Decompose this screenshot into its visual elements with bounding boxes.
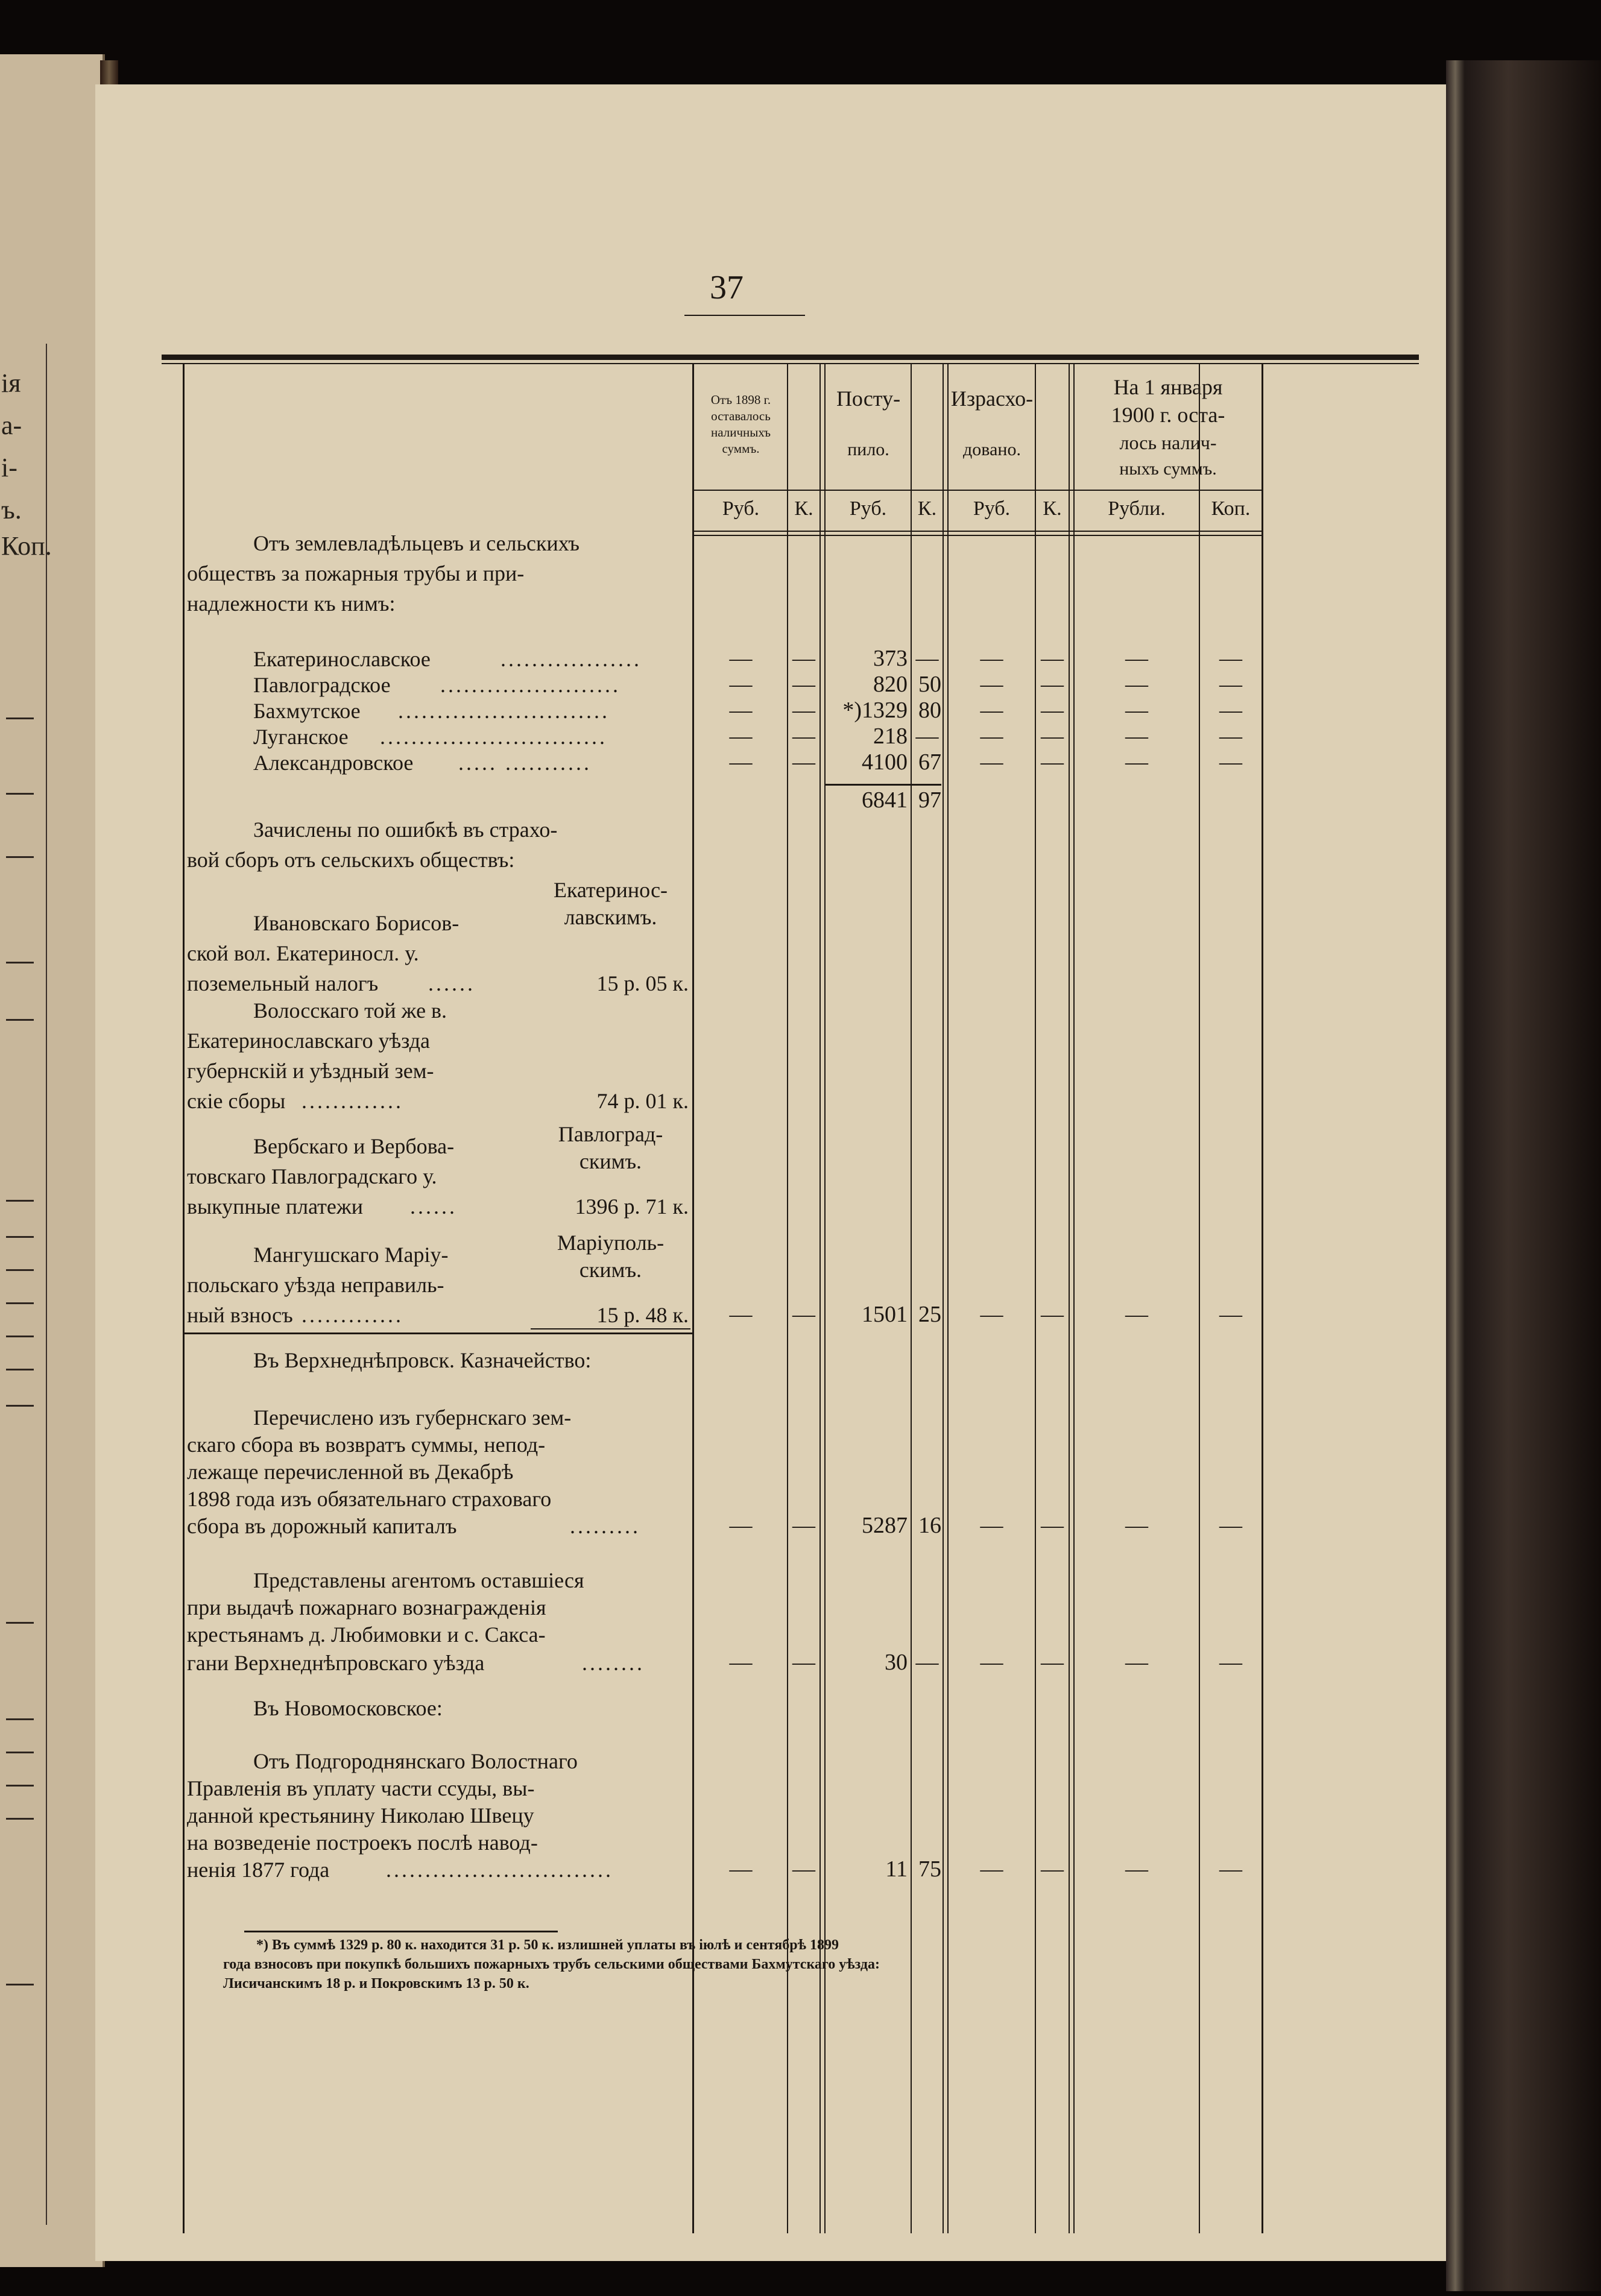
left-dash: [6, 793, 34, 795]
header-col1-line: оставалось: [711, 409, 771, 423]
empty-cell: —: [729, 646, 753, 671]
left-dash: [6, 1785, 34, 1787]
empty-cell: —: [1125, 749, 1148, 775]
leader-dots: .........: [570, 1514, 640, 1538]
header-col4-line: лось налич-: [1119, 432, 1217, 453]
empty-cell: —: [1125, 1856, 1148, 1882]
mangush-amount: 15 р. 48 к.: [596, 1303, 689, 1327]
leader-dots: ......: [410, 1194, 457, 1219]
column-rule: [1073, 364, 1075, 2233]
novomosk-line: Отъ Подгороднянскаго Волостнаго: [253, 1749, 578, 1773]
leader-dots: ......: [428, 971, 475, 995]
amount-underline: [531, 1328, 690, 1329]
unit-label: Руб.: [849, 497, 887, 520]
leader-dots: ..... ...........: [458, 751, 592, 775]
verkhnedn-line: сбора въ дорожный капиталъ: [187, 1514, 457, 1538]
leader-dots: .............: [302, 1303, 403, 1327]
received-kop: 25: [918, 1302, 941, 1327]
column-rule: [911, 364, 912, 2233]
empty-cell: —: [1125, 724, 1148, 749]
volossky-line: Екатеринославскаго уѣзда: [187, 1029, 431, 1053]
leader-dots: .............................: [386, 1858, 613, 1882]
empty-cell: —: [1041, 1513, 1064, 1538]
left-dash: [6, 1752, 34, 1753]
empty-cell: —: [1041, 1856, 1064, 1882]
empty-cell: —: [1125, 1650, 1148, 1675]
verkhnedn-line: Перечислено изъ губернскаго зем-: [253, 1405, 572, 1430]
empty-cell: —: [980, 1513, 1003, 1538]
empty-cell: —: [1041, 1650, 1064, 1675]
volossky-line: скіе сборы: [187, 1089, 286, 1113]
received-kop: —: [915, 1650, 939, 1675]
empty-cell: —: [1219, 1650, 1242, 1675]
verkhnedn-line: скаго сбора въ возвратъ суммы, непод-: [187, 1433, 546, 1457]
empty-cell: —: [1219, 724, 1242, 749]
leader-dots: .......................: [440, 673, 621, 697]
unit-label: Рубли.: [1108, 497, 1166, 520]
volossky-amount: 74 р. 01 к.: [596, 1089, 689, 1113]
empty-cell: —: [1041, 749, 1064, 775]
empty-cell: —: [1125, 1302, 1148, 1327]
received-rub: 30: [885, 1650, 908, 1675]
left-dash: [6, 1369, 34, 1370]
empty-cell: —: [1125, 1513, 1148, 1538]
received-rub: 820: [873, 672, 908, 697]
credited-title-line: вой сборъ отъ сельскихъ обществъ:: [187, 848, 515, 872]
left-dash: [6, 1718, 34, 1720]
empty-cell: —: [792, 749, 815, 775]
empty-cell: —: [1219, 672, 1242, 697]
empty-cell: —: [1041, 724, 1064, 749]
unit-label: К.: [917, 497, 937, 520]
empty-cell: —: [792, 646, 815, 671]
footnote-rule: [244, 1931, 558, 1932]
leader-dots: .............................: [380, 725, 607, 749]
empty-cell: —: [980, 1650, 1003, 1675]
mangush-line: польскаго уѣзда неправиль-: [187, 1273, 444, 1297]
empty-cell: —: [1219, 1302, 1242, 1327]
left-dash: [6, 1622, 34, 1624]
empty-cell: —: [1219, 1513, 1242, 1538]
header-col3-line: довано.: [963, 440, 1021, 459]
novomosk-line: Правленія въ уплату части ссуды, вы-: [187, 1776, 535, 1800]
top-rule: [162, 355, 1419, 360]
left-page-rule: [46, 344, 47, 2225]
empty-cell: —: [1041, 698, 1064, 723]
leader-dots: .............: [302, 1089, 403, 1113]
unit-label: Руб.: [973, 497, 1011, 520]
agent-line: Представлены агентомъ оставшіеся: [253, 1568, 584, 1592]
received-rub: *)1329: [842, 698, 908, 723]
empty-cell: —: [1219, 749, 1242, 775]
received-rub: 373: [873, 646, 908, 671]
leader-dots: ..................: [501, 647, 642, 671]
verbsky-amount: 1396 р. 71 к.: [575, 1194, 689, 1219]
header-col3-line: Израсхо-: [950, 386, 1034, 411]
received-kop: —: [915, 724, 939, 749]
left-dash: [6, 1019, 34, 1021]
received-kop: —: [915, 646, 939, 671]
header-rule: [693, 490, 1263, 491]
empty-cell: —: [792, 1650, 815, 1675]
mangush-side: Маріуполь-: [557, 1231, 665, 1255]
header-col4-line: 1900 г. оста-: [1111, 403, 1225, 427]
left-dash: [6, 856, 34, 858]
left-fragment: ъ.: [1, 495, 22, 525]
received-rub: 1501: [862, 1302, 908, 1327]
empty-cell: —: [1219, 698, 1242, 723]
novomosk-line: ненія 1877 года: [187, 1858, 330, 1882]
verbsky-line: выкупные платежи: [187, 1194, 363, 1219]
unit-label: Коп.: [1211, 497, 1251, 520]
empty-cell: —: [980, 698, 1003, 723]
subtotal-rule: [826, 784, 941, 786]
top-rule-thin: [162, 363, 1419, 364]
novomosk-line: на возведеніе построекъ послѣ навод-: [187, 1831, 538, 1855]
empty-cell: —: [1041, 1302, 1064, 1327]
column-rule: [1199, 364, 1200, 2233]
header-col1-line: Отъ 1898 г.: [710, 393, 771, 407]
header-col4-line: ныхъ суммъ.: [1119, 459, 1217, 479]
empty-cell: —: [729, 1856, 753, 1882]
unit-label: Руб.: [722, 497, 760, 520]
verbsky-line: товскаго Павлоградскаго у.: [187, 1164, 437, 1188]
left-fragment: Коп.: [1, 531, 52, 561]
received-rub: 11: [885, 1856, 908, 1882]
received-rub: 4100: [862, 749, 908, 775]
header-col2-line: пило.: [847, 440, 889, 459]
empty-cell: —: [980, 672, 1003, 697]
empty-cell: —: [1041, 646, 1064, 671]
empty-cell: —: [729, 1650, 753, 1675]
verbsky-side: Павлоград-: [558, 1122, 663, 1146]
column-rule: [943, 364, 944, 2233]
table-left-border: [183, 364, 185, 2233]
left-fragment: а-: [1, 411, 22, 440]
empty-cell: —: [792, 672, 815, 697]
empty-cell: —: [1041, 672, 1064, 697]
intro-line: Отъ землевладѣльцевъ и сельскихъ: [253, 531, 579, 555]
unit-label: К.: [794, 497, 813, 520]
empty-cell: —: [792, 1302, 815, 1327]
ivanovsky-line: Ивановскаго Борисов-: [253, 911, 459, 935]
empty-cell: —: [729, 749, 753, 775]
district-name: Павлоградское: [253, 673, 391, 697]
mangush-line: Мангушскаго Маріу-: [253, 1243, 449, 1267]
left-dash: [6, 1269, 34, 1271]
verkhnedn-title: Въ Верхнеднѣпровск. Казначейство:: [253, 1348, 592, 1372]
empty-cell: —: [1125, 672, 1148, 697]
verbsky-line: Вербскаго и Вербова-: [253, 1134, 455, 1158]
received-kop: 67: [918, 749, 941, 775]
leader-dots: ........: [582, 1651, 645, 1675]
credited-title-line: Зачислены по ошибкѣ въ страхо-: [253, 818, 558, 842]
received-kop: 80: [918, 698, 941, 723]
empty-cell: —: [729, 1513, 753, 1538]
received-kop: 16: [918, 1513, 941, 1538]
column-rule: [947, 364, 949, 2233]
header-col1-line: суммъ.: [722, 441, 760, 456]
page-number-rule: [684, 315, 805, 316]
agent-line: крестьянамъ д. Любимовки и с. Сакса-: [187, 1623, 546, 1647]
empty-cell: —: [729, 724, 753, 749]
empty-cell: —: [980, 646, 1003, 671]
empty-cell: —: [792, 1856, 815, 1882]
page-number: 37: [710, 269, 744, 306]
empty-cell: —: [792, 1513, 815, 1538]
received-kop: 75: [918, 1856, 941, 1882]
header-rule: [693, 531, 1263, 532]
subtotal-rub: 6841: [862, 787, 908, 813]
left-dash: [6, 1200, 34, 1202]
empty-cell: —: [792, 698, 815, 723]
ivanovsky-side: Екатеринос-: [553, 878, 668, 902]
empty-cell: —: [980, 749, 1003, 775]
left-fragment: і-: [1, 453, 17, 482]
left-page-edge: [0, 54, 105, 2267]
volossky-line: губернскій и уѣздный зем-: [187, 1059, 434, 1083]
empty-cell: —: [980, 1302, 1003, 1327]
verkhnedn-line: 1898 года изъ обязательнаго страховаго: [187, 1487, 552, 1511]
left-dash: [6, 1336, 34, 1337]
mangush-line: ный взносъ: [187, 1303, 293, 1327]
empty-cell: —: [980, 724, 1003, 749]
header-col2-line: Посту-: [836, 386, 901, 411]
district-name: Александровское: [253, 751, 414, 775]
header-rule: [693, 535, 1263, 536]
empty-cell: —: [729, 672, 753, 697]
empty-cell: —: [792, 724, 815, 749]
table-right-border: [1262, 364, 1263, 2233]
district-name: Екатеринославское: [253, 647, 431, 671]
mangush-side: скимъ.: [579, 1258, 642, 1282]
column-rule: [1035, 364, 1036, 2233]
footnote-line: года взносовъ при покупкѣ большихъ пожарныхъ трубъ сельскими обществами Бахмутскаго уѣзда:: [223, 1957, 880, 1972]
received-rub: 5287: [862, 1513, 908, 1538]
received-rub: 218: [873, 724, 908, 749]
agent-line: гани Верхнеднѣпровскаго уѣзда: [187, 1651, 485, 1675]
verkhnedn-line: лежаще перечисленной въ Декабрѣ: [187, 1460, 514, 1484]
ivanovsky-amount: 15 р. 05 к.: [596, 971, 689, 995]
leader-dots: ...........................: [398, 699, 610, 723]
intro-line: обществъ за пожарныя трубы и при-: [187, 561, 525, 585]
district-name: Бахмутское: [253, 699, 361, 723]
volossky-line: Волосскаго той же в.: [253, 998, 447, 1023]
ivanovsky-line: ской вол. Екатериносл. у.: [187, 941, 419, 965]
left-fragment: ія: [1, 368, 21, 398]
empty-cell: —: [729, 1302, 753, 1327]
received-kop: 50: [918, 672, 941, 697]
book-cover-edge: [1446, 60, 1601, 2291]
left-dash: [6, 1984, 34, 1985]
district-name: Луганское: [253, 725, 349, 749]
left-dash: [6, 962, 34, 964]
ivanovsky-line: поземельный налогъ: [187, 971, 379, 995]
novomosk-title: Въ Новомосковское:: [253, 1696, 443, 1720]
column-rule: [1069, 364, 1070, 2233]
verbsky-side: скимъ.: [579, 1149, 642, 1173]
left-dash: [6, 1818, 34, 1820]
header-col1-line: наличныхъ: [711, 425, 771, 440]
left-dash: [6, 1405, 34, 1407]
unit-label: К.: [1043, 497, 1062, 520]
intro-line: надлежности къ нимъ:: [187, 591, 396, 616]
footnote-line: Лисичанскимъ 18 р. и Покровскимъ 13 р. 50 к.: [223, 1976, 529, 1992]
novomosk-line: данной крестьянину Николаю Швецу: [187, 1803, 534, 1828]
left-dash: [6, 1302, 34, 1304]
empty-cell: —: [1125, 646, 1148, 671]
empty-cell: —: [1125, 698, 1148, 723]
empty-cell: —: [1219, 1856, 1242, 1882]
footnote-line: *) Въ суммѣ 1329 р. 80 к. находится 31 р. 50 к. излишней уплаты въ іюлѣ и сентябрѣ 1899: [256, 1937, 839, 1953]
section-rule: [185, 1332, 692, 1334]
left-dash: [6, 718, 34, 719]
agent-line: при выдачѣ пожарнаго вознагражденія: [187, 1595, 546, 1620]
header-col4-line: На 1 января: [1113, 375, 1223, 399]
empty-cell: —: [729, 698, 753, 723]
empty-cell: —: [980, 1856, 1003, 1882]
empty-cell: —: [1219, 646, 1242, 671]
left-dash: [6, 1236, 34, 1238]
ivanovsky-side: лавскимъ.: [564, 905, 657, 929]
subtotal-kop: 97: [918, 787, 941, 813]
